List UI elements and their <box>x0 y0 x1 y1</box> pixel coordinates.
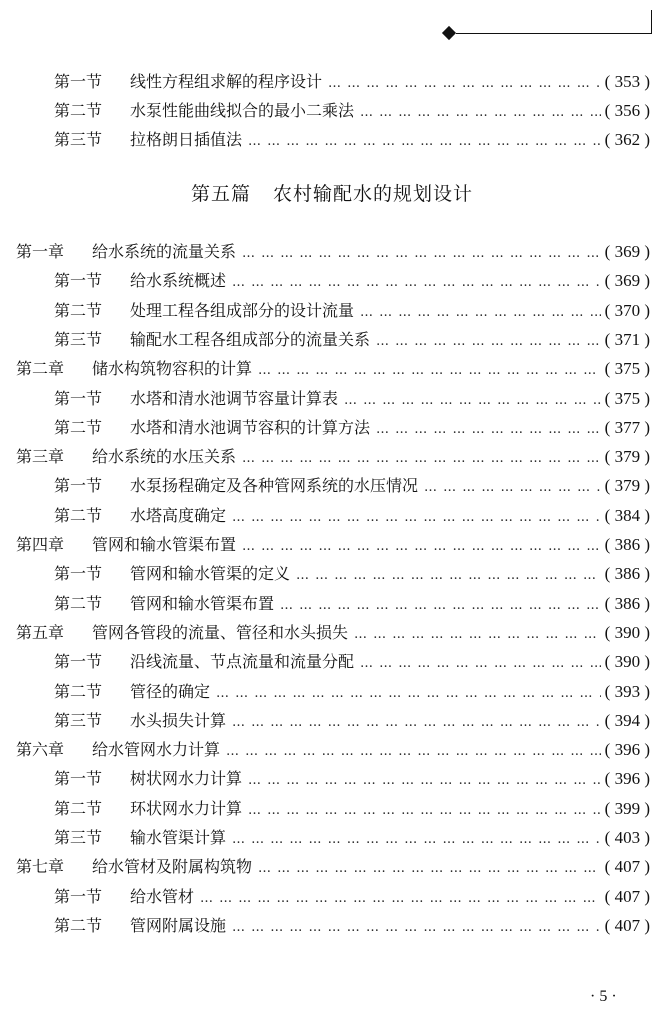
dot-leader <box>296 564 601 588</box>
toc-chapter-row[interactable] <box>16 855 650 879</box>
section-label: 第二节 <box>54 594 103 613</box>
page-ref: ( 356 ) <box>604 101 650 120</box>
page-ref: ( 396 ) <box>604 769 650 788</box>
page-ref: ( 394 ) <box>604 711 650 730</box>
toc-section-row[interactable] <box>54 328 650 352</box>
dot-leader <box>280 594 601 618</box>
toc-section-row[interactable] <box>54 914 650 938</box>
dot-leader <box>328 72 601 96</box>
dot-leader <box>232 271 601 295</box>
chapter-title: 给水系统的流量关系 <box>92 242 237 261</box>
toc-section-row[interactable] <box>54 650 650 674</box>
page-ref: ( 403 ) <box>604 828 650 847</box>
toc-section-row[interactable] <box>54 562 650 586</box>
section-title: 水泵性能曲线拟合的最小二乘法 <box>130 101 355 120</box>
page-ref: ( 399 ) <box>604 799 650 818</box>
dot-leader <box>376 418 601 442</box>
dot-leader <box>232 506 601 530</box>
chapter-label: 第五章 <box>16 623 65 642</box>
section-label: 第一节 <box>54 887 103 906</box>
section-title: 输配水工程各组成部分的流量关系 <box>130 330 371 349</box>
toc-section-row[interactable] <box>54 680 650 704</box>
dot-leader <box>232 828 601 852</box>
dot-leader <box>424 476 601 500</box>
toc-section-row[interactable] <box>54 474 650 498</box>
page-ref: ( 393 ) <box>604 682 650 701</box>
section-title: 管径的确定 <box>130 682 211 701</box>
page-ref: ( 407 ) <box>604 857 650 876</box>
section-title: 管网和输水管渠的定义 <box>130 564 291 583</box>
toc-section-row[interactable] <box>54 504 650 528</box>
section-title: 沿线流量、节点流量和流量分配 <box>130 652 355 671</box>
page-ref: ( 375 ) <box>604 389 650 408</box>
chapter-label: 第二章 <box>16 359 65 378</box>
section-label: 第一节 <box>54 271 103 290</box>
page-ref: ( 407 ) <box>604 916 650 935</box>
dot-leader <box>242 535 601 559</box>
section-title: 水塔和清水池调节容积的计算方法 <box>130 418 371 437</box>
page-ref: ( 371 ) <box>604 330 650 349</box>
section-title: 处理工程各组成部分的设计流量 <box>130 301 355 320</box>
dot-leader <box>360 101 601 125</box>
page-ref: ( 384 ) <box>604 506 650 525</box>
section-label: 第一节 <box>54 389 103 408</box>
section-label: 第二节 <box>54 916 103 935</box>
page-ref: ( 386 ) <box>604 594 650 613</box>
page-ref: ( 369 ) <box>604 242 650 261</box>
dot-leader <box>232 711 601 735</box>
page-ref: ( 386 ) <box>604 564 650 583</box>
page-ref: ( 369 ) <box>604 271 650 290</box>
part-label: 第五篇 <box>190 183 251 205</box>
section-label: 第二节 <box>54 682 103 701</box>
page-ref: ( 375 ) <box>604 359 650 378</box>
dot-leader <box>360 301 601 325</box>
dot-leader <box>242 242 601 266</box>
chapter-title: 给水管网水力计算 <box>92 740 221 759</box>
chapter-title: 储水构筑物容积的计算 <box>92 359 253 378</box>
dot-leader <box>248 769 601 793</box>
section-title: 水头损失计算 <box>130 711 227 730</box>
dot-leader <box>376 330 601 354</box>
page-ref: ( 390 ) <box>604 623 650 642</box>
toc-section-row[interactable] <box>54 99 650 123</box>
toc-section-row[interactable] <box>54 885 650 909</box>
section-label: 第二节 <box>54 301 103 320</box>
chapter-label: 第一章 <box>16 242 65 261</box>
toc-chapter-row[interactable] <box>16 445 650 469</box>
toc-chapter-row[interactable] <box>16 357 650 381</box>
section-label: 第一节 <box>54 476 103 495</box>
chapter-label: 第七章 <box>16 857 65 876</box>
page-ref: ( 396 ) <box>604 740 650 759</box>
section-label: 第三节 <box>54 711 103 730</box>
dot-leader <box>248 130 601 154</box>
toc-chapter-row[interactable] <box>16 621 650 645</box>
dot-leader <box>258 359 601 383</box>
section-label: 第一节 <box>54 564 103 583</box>
section-label: 第三节 <box>54 130 103 149</box>
part-heading: 农村输配水的规划设计 <box>273 183 474 205</box>
section-title: 水塔高度确定 <box>130 506 227 525</box>
page-ref: ( 390 ) <box>604 652 650 671</box>
toc-section-row[interactable] <box>54 767 650 791</box>
section-title: 给水系统概述 <box>130 271 227 290</box>
section-label: 第二节 <box>54 506 103 525</box>
toc-chapter-row[interactable] <box>16 240 650 264</box>
chapter-title: 给水管材及附属构筑物 <box>92 857 253 876</box>
section-title: 树状网水力计算 <box>130 769 243 788</box>
section-title: 环状网水力计算 <box>130 799 243 818</box>
part-title <box>0 180 664 208</box>
toc-section-row[interactable] <box>54 299 650 323</box>
section-label: 第二节 <box>54 101 103 120</box>
dot-leader <box>226 740 601 764</box>
section-title: 线性方程组求解的程序设计 <box>130 72 323 91</box>
chapter-label: 第六章 <box>16 740 65 759</box>
dot-leader <box>248 799 601 823</box>
header-corner-rule <box>651 10 652 34</box>
dot-leader <box>258 857 601 881</box>
page-ref: ( 379 ) <box>604 476 650 495</box>
dot-leader <box>216 682 601 706</box>
section-label: 第一节 <box>54 769 103 788</box>
toc-section-row[interactable] <box>54 387 650 411</box>
section-title: 输水管渠计算 <box>130 828 227 847</box>
toc-section-row[interactable] <box>54 592 650 616</box>
toc-section-row[interactable] <box>54 797 650 821</box>
page-ref: ( 370 ) <box>604 301 650 320</box>
section-title: 水泵扬程确定及各种管网系统的水压情况 <box>130 476 419 495</box>
section-title: 给水管材 <box>130 887 195 906</box>
section-label: 第二节 <box>54 418 103 437</box>
page-ref: ( 386 ) <box>604 535 650 554</box>
toc-section-row[interactable] <box>54 70 650 94</box>
toc-section-row[interactable] <box>54 269 650 293</box>
chapter-title: 给水系统的水压关系 <box>92 447 237 466</box>
section-label: 第一节 <box>54 652 103 671</box>
chapter-title: 管网各管段的流量、管径和水头损失 <box>92 623 349 642</box>
page-number: · 5 · <box>590 988 617 1005</box>
dot-leader <box>354 623 601 647</box>
section-label: 第一节 <box>54 72 103 91</box>
chapter-label: 第四章 <box>16 535 65 554</box>
toc-chapter-row[interactable] <box>16 533 650 557</box>
diamond-rule-icon <box>442 26 456 40</box>
dot-leader <box>232 916 601 940</box>
toc-section-row[interactable] <box>54 709 650 733</box>
dot-leader <box>360 652 601 676</box>
toc-section-row[interactable] <box>54 416 650 440</box>
toc-chapter-row[interactable] <box>16 738 650 762</box>
section-label: 第三节 <box>54 828 103 847</box>
chapter-label: 第三章 <box>16 447 65 466</box>
section-title: 管网和输水管渠布置 <box>130 594 275 613</box>
header-rule <box>456 33 652 34</box>
toc-section-row[interactable] <box>54 128 650 152</box>
section-title: 拉格朗日插值法 <box>130 130 243 149</box>
dot-leader <box>242 447 601 471</box>
section-title: 管网附属设施 <box>130 916 227 935</box>
page-ref: ( 379 ) <box>604 447 650 466</box>
chapter-title: 管网和输水管渠布置 <box>92 535 237 554</box>
page-ref: ( 362 ) <box>604 130 650 149</box>
dot-leader <box>200 887 601 911</box>
section-title: 水塔和清水池调节容量计算表 <box>130 389 339 408</box>
dot-leader <box>344 389 601 413</box>
section-label: 第三节 <box>54 330 103 349</box>
page-ref: ( 377 ) <box>604 418 650 437</box>
page-ref: ( 353 ) <box>604 72 650 91</box>
section-label: 第二节 <box>54 799 103 818</box>
toc-section-row[interactable] <box>54 826 650 850</box>
page-ref: ( 407 ) <box>604 887 650 906</box>
